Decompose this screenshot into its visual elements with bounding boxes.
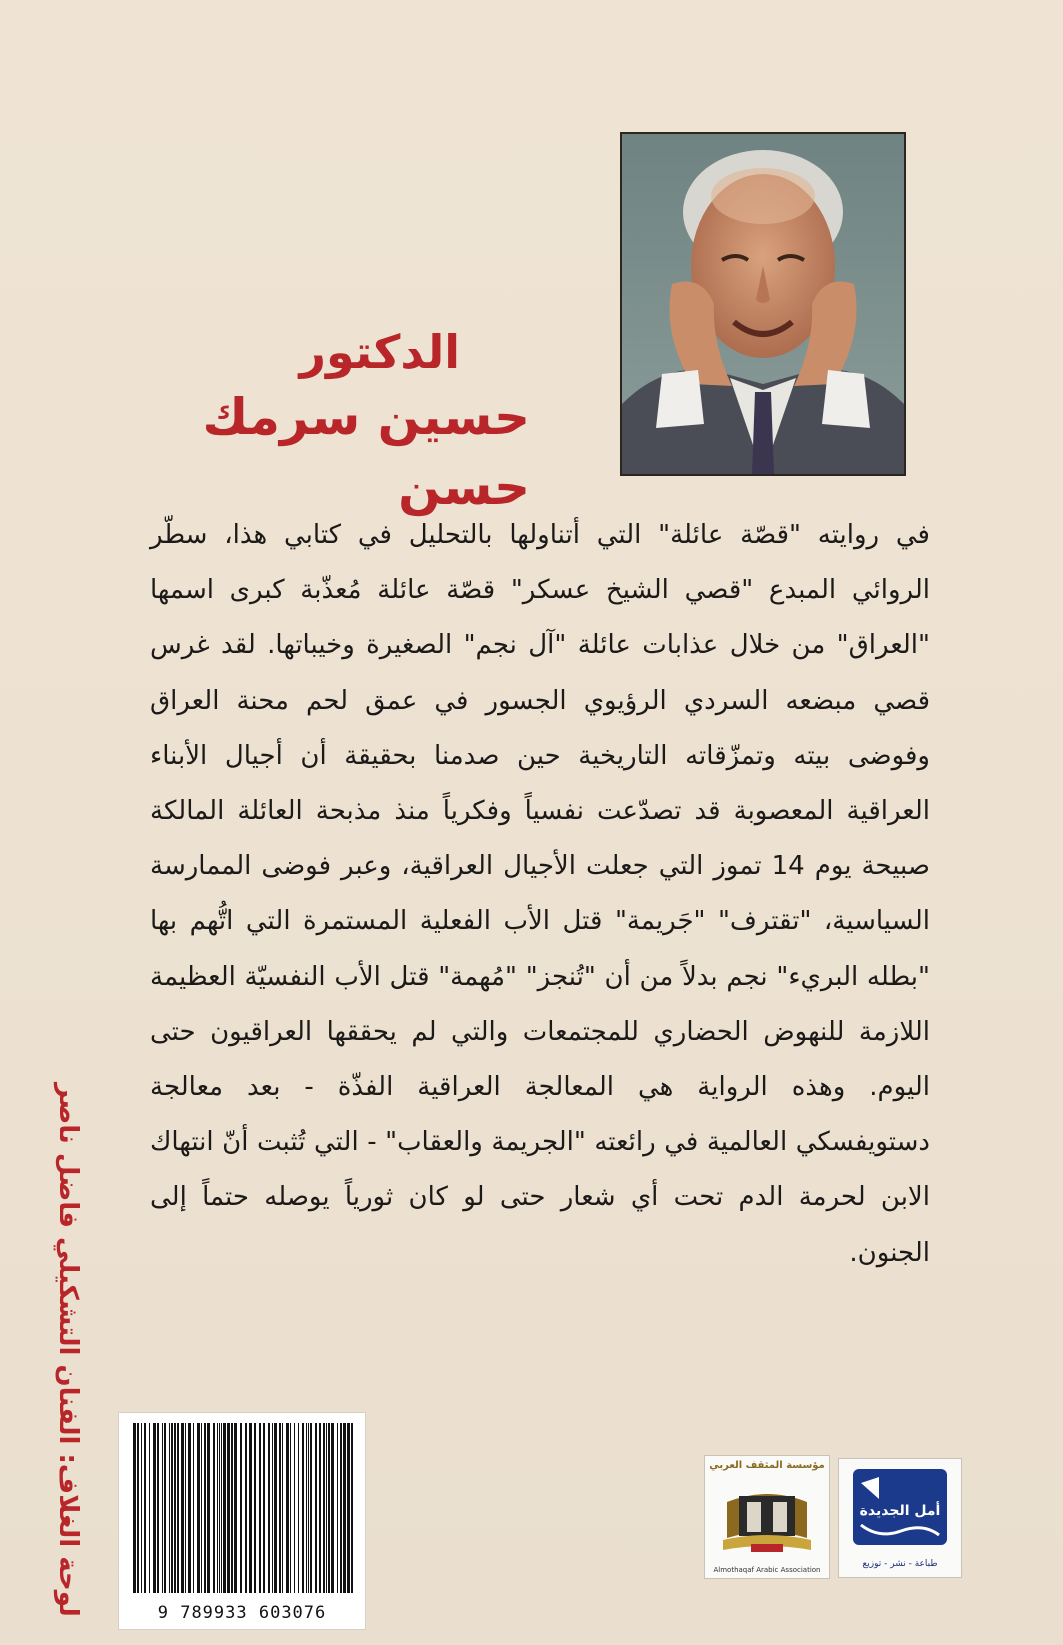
barcode-bar — [328, 1423, 330, 1593]
barcode-bar — [298, 1423, 299, 1593]
barcode-bar — [337, 1423, 338, 1593]
barcode-bar — [315, 1423, 317, 1593]
barcode-bar — [286, 1423, 289, 1593]
isbn-barcode — [118, 1412, 366, 1630]
barcode-bar — [174, 1423, 176, 1593]
barcode-bar — [137, 1423, 139, 1593]
barcode-bar — [234, 1423, 237, 1593]
barcode-bar — [231, 1423, 233, 1593]
isbn-digits: 9 789933 603076 — [157, 1603, 327, 1623]
barcode-bar — [294, 1423, 295, 1593]
barcode-bar — [290, 1423, 291, 1593]
barcode-bar — [227, 1423, 230, 1593]
barcode-bar — [169, 1423, 170, 1593]
barcode-bar — [249, 1423, 252, 1593]
author-name: حسين سرمك حسن — [202, 388, 530, 516]
barcode-bar — [319, 1423, 321, 1593]
barcode-bar — [171, 1423, 173, 1593]
thaqafa-name-en: Almothaqaf Arabic Association — [713, 1566, 821, 1574]
barcode-bars — [127, 1423, 359, 1599]
author-honorific: الدكتور — [299, 325, 460, 379]
blurb-paragraph: في روايته "قصّة عائلة" التي أتناولها بالتحليل في كتابي هذا، سطّر الروائي المبدع "قصي الشيخ عسكر" قصّة عائلة مُعذّبة كبرى اسمها "العراق" من خلال عذابات عائلة "آل نجم" الصغيرة وخيباتها. لقد غرس قصي مبضعه السردي الرؤيوي الجسور في عمق لحم محنة العراق وفوضى بيته وتمزّقاته التاريخية حين صدمنا بحقيقة أن أجيال الأبناء العراقية المعصوبة قد تصدّعت نفسياً وفكرياً منذ مذبحة العائلة المالكة صبيحة يوم 14 تموز التي جعلت الأجيال العراقية، وعبر فوضى الممارسة السياسية، "تقترف" "جَريمة" قتل الأب الفعلية المستمرة التي اتُّهم بها "بطله البريء" نجم بدلاً من أن "تُنجز" "مُهمة" قتل الأب النفسيّة العظيمة اللازمة للنهوض الحضاري للمجتمعات والتي لم يحققها العراقيون حتى اليوم. وهذه الرواية هي المعالجة العراقية الفذّة - بعد معالجة دستويفسكي العالمية في رائعته "الجريمة والعقاب" - التي تُثبت أنّ انتهاك الابن لحرمة الدم تحت أي شعار حتى لو كان ثورياً يوصله حتماً إلى الجنون. — [150, 520, 930, 1268]
barcode-bar — [157, 1423, 159, 1593]
barcode-bar — [282, 1423, 283, 1593]
book-emblem-icon — [705, 1456, 829, 1578]
publisher-logo-amal — [838, 1458, 962, 1578]
barcode-bar — [221, 1423, 222, 1593]
barcode-bar — [204, 1423, 206, 1593]
barcode-bar — [193, 1423, 194, 1593]
barcode-bar — [201, 1423, 202, 1593]
barcode-bar — [259, 1423, 261, 1593]
barcode-bar — [153, 1423, 156, 1593]
amal-tagline: طباعة - نشر - توزيع — [862, 1559, 938, 1569]
thaqafa-name-ar: مؤسسة المثقف العربي — [709, 1460, 825, 1471]
barcode-bar — [177, 1423, 179, 1593]
barcode-bar — [274, 1423, 277, 1593]
barcode-bar — [268, 1423, 270, 1593]
barcode-bar — [351, 1423, 353, 1593]
back-cover-blurb — [150, 508, 930, 1281]
barcode-bar — [347, 1423, 350, 1593]
barcode-bar — [272, 1423, 273, 1593]
barcode-bar — [164, 1423, 166, 1593]
author-title — [150, 322, 530, 522]
barcode-bar — [217, 1423, 218, 1593]
barcode-bar — [254, 1423, 256, 1593]
barcode-bar — [340, 1423, 342, 1593]
barcode-bar — [141, 1423, 142, 1593]
barcode-bar — [310, 1423, 312, 1593]
barcode-bar — [279, 1423, 281, 1593]
publisher-logo-thaqafa — [704, 1455, 830, 1579]
barcode-bar — [133, 1423, 136, 1593]
barcode-bar — [306, 1423, 307, 1593]
barcode-bar — [144, 1423, 146, 1593]
amal-name: أمل الجديدة — [859, 1503, 941, 1519]
barcode-bar — [331, 1423, 334, 1593]
barcode-bar — [323, 1423, 325, 1593]
barcode-bar — [181, 1423, 184, 1593]
cover-art-credit — [48, 1083, 88, 1617]
barcode-bar — [245, 1423, 247, 1593]
barcode-bar — [302, 1423, 304, 1593]
barcode-bar — [343, 1423, 346, 1593]
barcode-bar — [326, 1423, 327, 1593]
author-photo — [620, 132, 906, 476]
barcode-bar — [223, 1423, 226, 1593]
cover-art-credit-text: لوحة الغلاف: الفنان التشكيلي فاضل ناصر — [53, 1083, 83, 1617]
barcode-bar — [188, 1423, 191, 1593]
barcode-bar — [219, 1423, 220, 1593]
barcode-bar — [149, 1423, 150, 1593]
barcode-bar — [162, 1423, 163, 1593]
barcode-bar — [197, 1423, 200, 1593]
author-portrait-image — [622, 134, 904, 474]
barcode-bar — [263, 1423, 265, 1593]
barcode-bar — [207, 1423, 210, 1593]
barcode-bar — [185, 1423, 186, 1593]
barcode-bar — [308, 1423, 309, 1593]
barcode-bar — [213, 1423, 215, 1593]
barcode-bar — [240, 1423, 242, 1593]
